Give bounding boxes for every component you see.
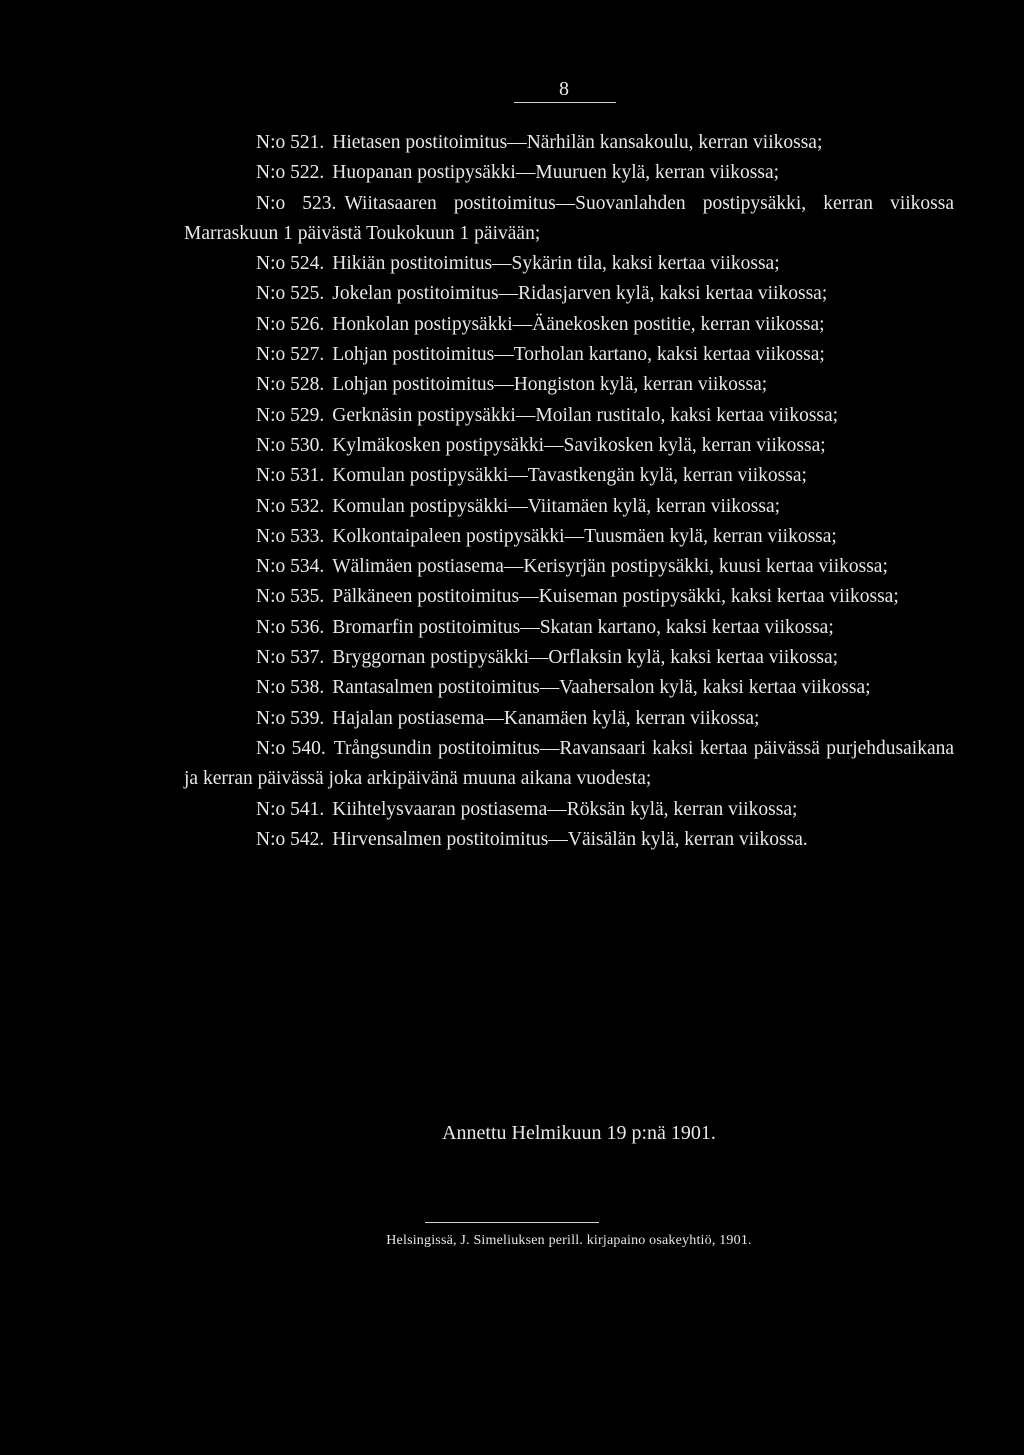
page-number: 8 [559,78,569,100]
entry-536 [184,613,954,643]
entry-text: Gerknäsin postipysäkki—Moilan rustitalo, kaksi kertaa viikossa; [332,404,839,426]
entry-527 [184,340,954,370]
entry-text: Bromarfin postitoimitus—Skatan kartano, kaksi kertaa viikossa; [332,616,834,638]
entry-number: N:o 521. [256,132,325,153]
entry-text: Hajalan postiasema—Kanamäen kylä, kerran viikossa; [332,707,760,729]
entry-number: N:o 523. [256,192,337,214]
entry-number: N:o 542. [256,828,325,850]
entry-number: N:o 533. [256,525,325,547]
entry-number: N:o 538. [256,677,325,699]
entry-text: Komulan postipysäkki—Viitamäen kylä, kerran viikossa; [332,495,781,517]
entry-533 [184,522,954,552]
entry-number: N:o 529. [256,404,325,426]
entry-number: N:o 537. [256,647,325,669]
entry-text: Kylmäkosken postipysäkki—Savikosken kylä, kerran viikossa; [332,434,826,456]
entry-524 [184,249,954,279]
page-number-rule [514,102,616,103]
entry-number: N:o 534. [256,556,325,578]
entry-523 [184,189,954,250]
entry-text: Rantasalmen postitoimitus—Vaahersalon kylä, kaksi kertaa viikossa; [332,677,871,699]
entry-text: Pälkäneen postitoimitus—Kuiseman postipysäkki, kaksi kertaa viikossa; [332,586,899,608]
entry-text: Wiitasaaren postitoimitus—Suovanlahden postipysäkki, kerran viikossa Marraskuun 1 päivästä Toukokuun 1 päivään; [184,192,954,244]
entry-text: Wälimäen postiasema—Kerisyrjän postipysäkki, kuusi kertaa viikossa; [332,556,888,578]
entry-532 [184,492,954,522]
entry-528 [184,370,954,400]
entry-number: N:o 535. [256,586,325,608]
entry-text: Hikiän postitoimitus—Sykärin tila, kaksi kertaa viikossa; [332,253,780,275]
entries-list [184,128,954,855]
entry-number: N:o 532. [256,495,325,517]
entry-number: N:o 536. [256,616,325,638]
printer-imprint: Helsingissä, J. Simeliuksen perill. kirjapaino osakeyhtiö, 1901. [386,1233,752,1248]
entry-540 [184,734,954,795]
entry-530 [184,431,954,461]
entry-text: Lohjan postitoimitus—Torholan kartano, kaksi kertaa viikossa; [332,344,825,366]
entry-text: Bryggornan postipysäkki—Orflaksin kylä, kaksi kertaa viikossa; [332,647,839,669]
entry-number: N:o 526. [256,313,325,335]
entry-text: Trångsundin postitoimitus—Ravansaari kaksi kertaa päivässä purjehdusaikana ja kerran päivässä joka arkipäivänä muuna aikana vuodesta; [184,737,954,790]
signature-line: Annettu Helmikuun 19 p:nä 1901. [442,1122,716,1144]
entry-number: N:o 527. [256,344,325,366]
entry-text: Honkolan postipysäkki—Äänekosken postitie, kerran viikossa; [332,313,825,335]
entry-529 [184,401,954,431]
entry-text: Kiihtelysvaaran postiasema—Röksän kylä, kerran viikossa; [332,798,798,820]
entry-number: N:o 522. [256,162,325,184]
entry-number: N:o 541. [256,798,325,820]
entry-text: Huopanan postipysäkki—Muuruen kylä, kerran viikossa; [332,162,780,184]
printer-rule [425,1222,599,1223]
entry-535 [184,582,954,612]
entry-526 [184,310,954,340]
entry-text: Hietasen postitoimitus—Närhilän kansakoulu, kerran viikossa; [332,132,823,153]
entry-text: Kolkontaipaleen postipysäkki—Tuusmäen kylä, kerran viikossa; [332,525,837,547]
entry-number: N:o 530. [256,434,325,456]
entry-number: N:o 525. [256,283,325,305]
entry-number: N:o 528. [256,374,325,396]
entry-text: Jokelan postitoimitus—Ridasjarven kylä, kaksi kertaa viikossa; [332,283,828,305]
entry-text: Lohjan postitoimitus—Hongiston kylä, kerran viikossa; [332,374,768,396]
entry-539 [184,704,954,734]
entry-537 [184,643,954,673]
entry-text: Hirvensalmen postitoimitus—Väisälän kylä, kerran viikossa. [332,828,808,850]
entry-number: N:o 540. [256,737,326,759]
entry-534 [184,552,954,582]
entry-521 [184,128,954,158]
entry-number: N:o 524. [256,253,325,275]
entry-number: N:o 531. [256,465,325,487]
entry-531 [184,461,954,491]
entry-525 [184,279,954,309]
entry-541 [184,795,954,825]
entry-text: Komulan postipysäkki—Tavastkengän kylä, kerran viikossa; [332,465,807,487]
entry-number: N:o 539. [256,707,325,729]
entry-538 [184,673,954,703]
entry-522 [184,158,954,188]
entry-542 [184,825,954,855]
